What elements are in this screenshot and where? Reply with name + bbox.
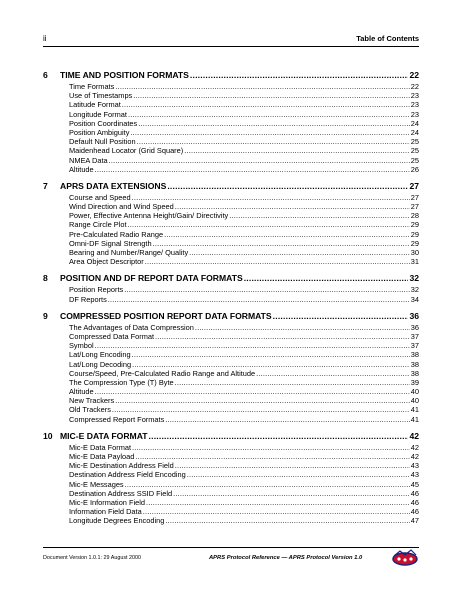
dot-leader: [132, 443, 410, 452]
toc-entry[interactable]: [43, 110, 419, 119]
dot-leader: [167, 180, 408, 193]
dot-leader: [229, 211, 410, 220]
toc-entry[interactable]: [43, 369, 419, 378]
header-rule: [43, 46, 419, 47]
dot-leader: [95, 165, 410, 174]
entry-page-number: 41: [410, 405, 419, 415]
entry-label: Course/Speed, Pre-Calculated Radio Range and Altitude: [69, 368, 256, 378]
dot-leader: [115, 396, 410, 405]
entry-page-number: 37: [410, 341, 419, 351]
toc-entry[interactable]: [43, 489, 419, 498]
toc-entry[interactable]: [43, 257, 419, 266]
dot-leader: [132, 193, 410, 202]
entry-label: Destination Address SSID Field: [69, 488, 173, 498]
entry-page-number: 27: [410, 192, 419, 202]
toc-entry[interactable]: [43, 405, 419, 414]
dot-leader: [189, 248, 410, 257]
entry-label: Longitude Format: [69, 109, 127, 119]
toc-section-heading[interactable]: [43, 430, 419, 443]
entry-page-number: 38: [410, 368, 419, 378]
toc-entry[interactable]: [43, 360, 419, 369]
toc-entry[interactable]: [43, 378, 419, 387]
entry-label: DF Reports: [69, 294, 107, 304]
entry-page-number: 46: [410, 507, 419, 517]
entry-label: Altitude: [69, 164, 94, 174]
aprs-logo-icon: [391, 549, 419, 567]
dot-leader: [125, 480, 410, 489]
entry-page-number: 23: [410, 91, 419, 101]
toc-entry[interactable]: [43, 128, 419, 137]
entry-label: Latitude Format: [69, 100, 121, 110]
header-title: Table of Contents: [356, 34, 419, 43]
toc-entry[interactable]: [43, 516, 419, 525]
toc-entry[interactable]: [43, 220, 419, 229]
toc-entry[interactable]: [43, 498, 419, 507]
entry-page-number: 25: [410, 137, 419, 147]
section-page-number: 27: [409, 180, 419, 191]
footer-rule: [43, 547, 419, 548]
toc-section: [43, 69, 419, 174]
toc-entry[interactable]: [43, 443, 419, 452]
section-page-number: 36: [409, 310, 419, 321]
toc-entry[interactable]: [43, 387, 419, 396]
entry-label: Omni-DF Signal Strength: [69, 238, 152, 248]
dot-leader: [175, 378, 410, 387]
entry-page-number: 43: [410, 461, 419, 471]
dot-leader: [173, 489, 410, 498]
entry-page-number: 43: [410, 470, 419, 480]
entry-page-number: 23: [410, 100, 419, 110]
entry-page-number: 27: [410, 202, 419, 212]
entry-label: Symbol: [69, 341, 94, 351]
entry-page-number: 40: [410, 387, 419, 397]
toc-section-heading[interactable]: [43, 310, 419, 323]
dot-leader: [190, 69, 409, 82]
section-title: COMPRESSED POSITION REPORT DATA FORMATS: [60, 310, 272, 321]
dot-leader: [137, 137, 410, 146]
toc-entry[interactable]: [43, 193, 419, 202]
toc-entry[interactable]: [43, 341, 419, 350]
dot-leader: [184, 146, 410, 155]
entry-page-number: 42: [410, 442, 419, 452]
section-page-number: 42: [409, 430, 419, 441]
toc-entry[interactable]: [43, 202, 419, 211]
entry-label: Wind Direction and Wind Speed: [69, 202, 174, 212]
entry-label: Mic-E Data Format: [69, 442, 132, 452]
dot-leader: [175, 461, 410, 470]
toc-section-heading[interactable]: [43, 272, 419, 285]
dot-leader: [143, 507, 410, 516]
toc-section: [43, 430, 419, 526]
toc-section: [43, 180, 419, 267]
entry-label: Compressed Data Format: [69, 331, 155, 341]
dot-leader: [138, 119, 410, 128]
entry-page-number: 23: [410, 109, 419, 119]
entry-page-number: 25: [410, 146, 419, 156]
entry-page-number: 26: [410, 164, 419, 174]
dot-leader: [115, 82, 409, 91]
dot-leader: [130, 128, 409, 137]
toc-entry[interactable]: [43, 211, 419, 220]
entry-page-number: 29: [410, 229, 419, 239]
entry-page-number: 31: [410, 257, 419, 267]
entry-label: Time Formats: [69, 82, 115, 91]
entry-page-number: 42: [410, 452, 419, 461]
toc-entry[interactable]: [43, 461, 419, 470]
dot-leader: [273, 310, 409, 323]
toc-entry[interactable]: [43, 137, 419, 146]
page-header: [43, 34, 419, 46]
entry-page-number: 46: [410, 497, 419, 507]
dot-leader: [128, 220, 410, 229]
dot-leader: [132, 360, 410, 369]
toc-entry[interactable]: [43, 285, 419, 294]
section-number: 7: [43, 180, 48, 191]
dot-leader: [187, 470, 410, 479]
entry-page-number: 39: [410, 377, 419, 387]
dot-leader: [133, 91, 410, 100]
section-title: APRS DATA EXTENSIONS: [60, 180, 167, 191]
entry-label: Lat/Long Encoding: [69, 350, 131, 360]
section-number: 8: [43, 273, 48, 284]
dot-leader: [164, 230, 410, 239]
entry-label: Maidenhead Locator (Grid Square): [69, 146, 184, 156]
toc-entry[interactable]: [43, 248, 419, 257]
entry-page-number: 22: [410, 82, 419, 91]
toc-entry[interactable]: [43, 350, 419, 359]
entry-label: Default Null Position: [69, 137, 136, 147]
dot-leader: [122, 100, 410, 109]
entry-page-number: 40: [410, 396, 419, 406]
entry-page-number: 29: [410, 220, 419, 230]
entry-page-number: 29: [410, 238, 419, 248]
toc-entry[interactable]: [43, 230, 419, 239]
dot-leader: [146, 498, 410, 507]
entry-label: Position Reports: [69, 285, 124, 295]
toc-entry[interactable]: [43, 82, 419, 91]
section-page-number: 22: [409, 70, 419, 80]
entry-label: Bearing and Number/Range/ Quality: [69, 248, 189, 257]
entry-label: Information Field Data: [69, 507, 142, 517]
dot-leader: [165, 415, 409, 424]
entry-label: Area Object Descriptor: [69, 257, 144, 267]
entry-label: The Compression Type (T) Byte: [69, 377, 174, 387]
toc-entry[interactable]: [43, 91, 419, 100]
toc-entry[interactable]: [43, 100, 419, 109]
entry-label: Course and Speed: [69, 192, 131, 202]
entry-label: Lat/Long Decoding: [69, 359, 132, 369]
dot-leader: [124, 285, 410, 294]
dot-leader: [165, 516, 409, 525]
section-title: MIC-E DATA FORMAT: [60, 430, 148, 441]
toc-entry[interactable]: [43, 146, 419, 155]
entry-page-number: 47: [410, 516, 419, 526]
toc-section-heading[interactable]: [43, 69, 419, 82]
dot-leader: [95, 341, 410, 350]
dot-leader: [195, 323, 410, 332]
entry-label: Mic-E Information Field: [69, 497, 145, 507]
dot-leader: [145, 257, 410, 266]
section-page-number: 32: [409, 273, 419, 284]
toc-entry[interactable]: [43, 452, 419, 461]
entry-label: Position Ambiguity: [69, 127, 130, 137]
page-label: ii: [43, 34, 47, 43]
toc-section: [43, 310, 419, 424]
entry-page-number: 25: [410, 155, 419, 165]
entry-label: The Advantages of Data Compression: [69, 322, 194, 332]
section-title: TIME AND POSITION FORMATS: [60, 70, 189, 80]
entry-page-number: 46: [410, 488, 419, 498]
entry-label: New Trackers: [69, 396, 115, 406]
entry-label: Pre-Calculated Radio Range: [69, 229, 164, 239]
toc-entry[interactable]: [43, 156, 419, 165]
entry-page-number: 32: [410, 285, 419, 295]
toc-entry[interactable]: [43, 295, 419, 304]
dot-leader: [95, 387, 410, 396]
dot-leader: [153, 239, 410, 248]
toc-entry[interactable]: [43, 470, 419, 479]
dot-leader: [256, 369, 410, 378]
dot-leader: [112, 405, 410, 414]
toc-section: [43, 272, 419, 303]
section-title: POSITION AND DF REPORT DATA FORMATS: [60, 273, 243, 284]
toc-entry[interactable]: [43, 119, 419, 128]
entry-label: Mic-E Destination Address Field: [69, 461, 174, 471]
toc-entry[interactable]: [43, 332, 419, 341]
entry-page-number: 24: [410, 127, 419, 137]
dot-leader: [135, 452, 409, 461]
toc-entry[interactable]: [43, 507, 419, 516]
entry-label: Compressed Report Formats: [69, 414, 165, 424]
entry-page-number: 45: [410, 479, 419, 489]
entry-label: NMEA Data: [69, 155, 108, 165]
section-number: 9: [43, 310, 48, 321]
table-of-contents: [43, 69, 419, 526]
dot-leader: [109, 156, 410, 165]
entry-page-number: 36: [410, 322, 419, 332]
entry-label: Mic-E Messages: [69, 479, 124, 489]
toc-entry[interactable]: [43, 396, 419, 405]
page-footer: [43, 553, 419, 573]
dot-leader: [132, 350, 410, 359]
dot-leader: [128, 110, 410, 119]
entry-page-number: 41: [410, 414, 419, 424]
section-number: 6: [43, 70, 48, 80]
entry-page-number: 38: [410, 359, 419, 369]
dot-leader: [108, 295, 410, 304]
entry-label: Old Trackers: [69, 405, 111, 415]
protocol-reference: APRS Protocol Reference — APRS Protocol Version 1.0: [209, 555, 363, 561]
dot-leader: [175, 202, 410, 211]
section-number: 10: [43, 430, 53, 441]
entry-page-number: 30: [410, 248, 419, 257]
entry-label: Mic-E Data Payload: [69, 452, 135, 461]
dot-leader: [244, 272, 409, 285]
toc-entry[interactable]: [43, 415, 419, 424]
entry-label: Range Circle Plot: [69, 220, 127, 230]
entry-label: Use of Timestamps: [69, 91, 133, 101]
entry-page-number: 34: [410, 294, 419, 304]
entry-label: Longitude Degrees Encoding: [69, 516, 165, 526]
entry-label: Position Coordinates: [69, 118, 138, 128]
entry-page-number: 28: [410, 211, 419, 221]
entry-page-number: 24: [410, 118, 419, 128]
toc-entry[interactable]: [43, 480, 419, 489]
toc-section-heading[interactable]: [43, 180, 419, 193]
dot-leader: [155, 332, 410, 341]
entry-page-number: 38: [410, 350, 419, 360]
entry-label: Power, Effective Antenna Height/Gain/ Directivity: [69, 211, 229, 221]
entry-page-number: 37: [410, 331, 419, 341]
document-version: Document Version 1.0.1: 29 August 2000: [43, 555, 141, 561]
entry-label: Destination Address Field Encoding: [69, 470, 186, 480]
toc-entry[interactable]: [43, 239, 419, 248]
toc-entry[interactable]: [43, 323, 419, 332]
dot-leader: [149, 430, 409, 443]
toc-entry[interactable]: [43, 165, 419, 174]
entry-label: Altitude: [69, 387, 94, 397]
